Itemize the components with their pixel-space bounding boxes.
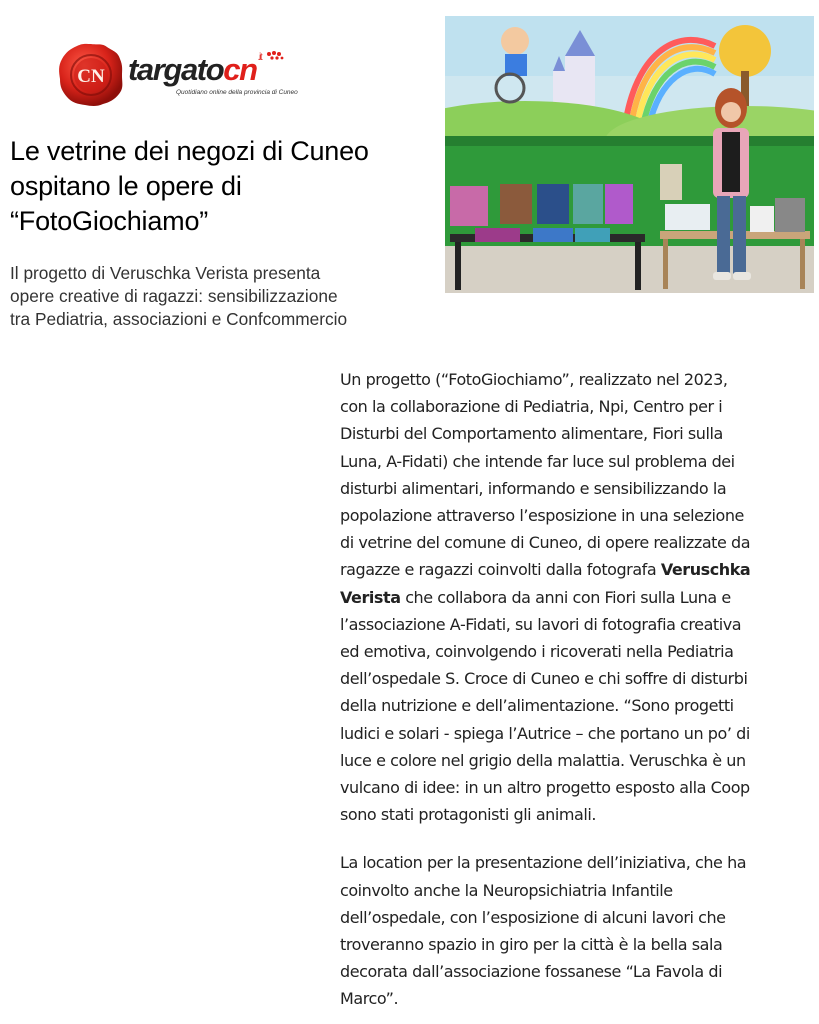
article-body (340, 366, 812, 1013)
svg-text:CN: CN (77, 66, 105, 87)
site-logo[interactable] (58, 40, 298, 115)
photographer-surname: Verista (340, 587, 401, 607)
wax-seal-icon (58, 42, 124, 108)
article-subtitle: Il progetto di Veruschka Verista presenta opere creative di ragazzi: sensibilizzazione tra Pediatria, associazioni e Confcommercio (10, 263, 348, 329)
photographer-name: Veruschka (660, 560, 751, 580)
article-headline: Le vetrine dei negozi di Cuneo ospitano le opere di “FotoGiochiamo” (10, 136, 369, 236)
article-paragraph: La location per la presentazione dell’iniziativa, che ha coinvolto anche la Neuropsichiatria Infantile dell’ospedale, con l’esposizione di alcuni lavori che troveranno spazio in giro per la città è la bella sala decorata dall’associazione fossanese “La Favola di Marco”. (340, 853, 747, 1009)
logo-tagline: Quotidiano online della provincia di Cuneo (176, 89, 298, 96)
exhibition-photo-illustration (445, 16, 814, 293)
brand-name: targatocn$^{.it}$ (128, 52, 262, 87)
signal-dots-icon (266, 50, 286, 64)
article-paragraph: Un progetto (“FotoGiochiamo”, realizzato nel 2023, con la collaborazione di Pediatria, Npi, Centro per i Disturbi del Comportamento alimentare, Fiori sulla Luna, A-Fidati) che intende far luce sul problema dei disturbi alimentari, informando e sensibilizzando la popolazione attraverso l’esposizione in una selezione di vetrine del comune di Cuneo, di opere realizzate da ragazze e ragazzi coinvolti dalla fotografa Veruschka Verista che collabora da anni con Fiori sulla Luna e l’associazione A-Fidati, su lavori di fotografia creativa ed emotiva, coinvolgendo i ricoverati nella Pediatria dell’ospedale S. Croce di Cuneo e chi soffre di disturbi della nutrizione e dell’alimentazione. “Sono progetti ludici e solari - spiega l’Autrice – che portano un po’ di luce e colore nel grigio della malattia. Veruschka è un vulcano di idee: in un altro progetto esposto alla Coop sono stati protagonisti gli animali. (340, 370, 751, 825)
article-photo (445, 16, 814, 293)
